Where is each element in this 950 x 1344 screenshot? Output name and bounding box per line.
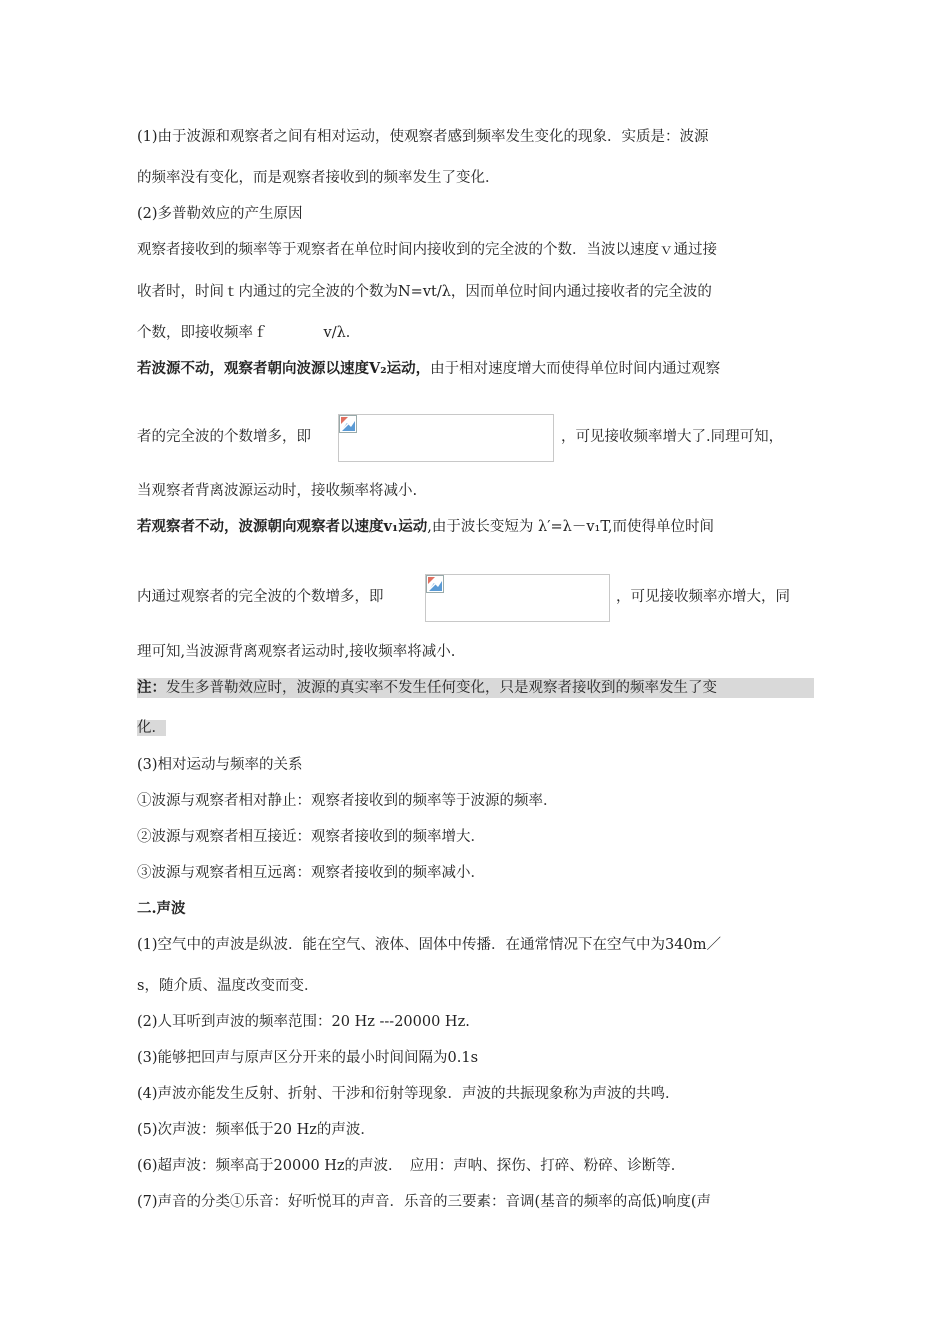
- paragraph-line: ，可见接收频率亦增大，同: [616, 589, 790, 605]
- list-item: ③波源与观察者相互远离：观察者接收到的频率减小．: [137, 865, 485, 881]
- paragraph-line: ，可见接收频率增大了.同理可知，: [561, 429, 784, 445]
- paragraph-line: 内通过观察者的完全波的个数增多，即: [137, 589, 384, 605]
- paragraph-line: 理可知,当波源背离观察者运动时,接收频率将减小.: [137, 644, 456, 660]
- note-line: [137, 678, 814, 698]
- list-item: (4)声波亦能发生反射、折射、干涉和衍射等现象．声波的共振现象称为声波的共鸣．: [137, 1086, 680, 1102]
- text-fragment: 发生多普勒效应时，波源的真实率不发生任何变化，只是观察者接收到的频率发生了变: [166, 680, 717, 696]
- paragraph-line: [137, 323, 360, 343]
- paragraph-line: s，随介质、温度改变而变．: [137, 978, 319, 994]
- text-fragment: v/λ．: [323, 325, 361, 341]
- paragraph-line: 观察者接收到的频率等于观察者在单位时间内接收到的完全波的个数．当波以速度ｖ通过接: [137, 242, 717, 258]
- paragraph-line: [137, 517, 714, 537]
- bold-text: 若观察者不动，波源朝向观察者以速度v₁运动: [137, 518, 428, 535]
- note-line: [137, 718, 166, 738]
- paragraph-line: 的频率没有变化，而是观察者接收到的频率发生了变化．: [137, 170, 500, 186]
- list-item: ②波源与观察者相互接近：观察者接收到的频率增大．: [137, 829, 485, 845]
- paragraph-line: (1)空气中的声波是纵波．能在空气、液体、固体中传播．在通常情况下在空气中为340m／: [137, 937, 721, 953]
- bold-text: 若波源不动，观察者朝向波源以速度V₂运动，: [137, 360, 431, 377]
- list-item: (7)声音的分类①乐音：好听悦耳的声音．乐音的三要素：音调(基音的频率的高低)响度(声: [137, 1194, 712, 1210]
- list-item: (3)能够把回声与原声区分开来的最小时间间隔为0.1s: [137, 1050, 479, 1066]
- text-fragment: ,由于波长变短为 λ′=λ－v₁T,而使得单位时间: [427, 519, 714, 535]
- text-fragment: 化．: [137, 720, 166, 736]
- paragraph-line: [137, 359, 720, 379]
- section-subheading: (2)多普勒效应的产生原因: [137, 206, 303, 222]
- list-item: ①波源与观察者相对静止：观察者接收到的频率等于波源的频率．: [137, 793, 558, 809]
- paragraph-line: 收者时，时间ｔ内通过的完全波的个数为N=vt/λ，因而单位时间内通过接收者的完全波的: [137, 284, 712, 300]
- section-subheading: (3)相对运动与频率的关系: [137, 757, 303, 773]
- section-heading: 二.声波: [137, 900, 186, 917]
- list-item: (6)超声波：频率高于20000 Hz的声波． 应用：声呐、探伤、打碎、粉碎、诊断等．: [137, 1158, 686, 1174]
- note-label: 注：: [137, 679, 166, 696]
- broken-image-icon: [339, 415, 357, 433]
- list-item: (5)次声波：频率低于20 Hz的声波．: [137, 1122, 375, 1138]
- paragraph-line: 当观察者背离波源运动时，接收频率将减小.: [137, 483, 418, 499]
- paragraph-line: 者的完全波的个数增多，即: [137, 429, 311, 445]
- formula-image: [425, 574, 610, 622]
- broken-image-icon: [426, 575, 444, 593]
- formula-image: [338, 414, 554, 462]
- list-item: (2)人耳听到声波的频率范围：20 Hz ---20000 Hz.: [137, 1014, 470, 1030]
- paragraph-line: (1)由于波源和观察者之间有相对运动，使观察者感到频率发生变化的现象．实质是：波源: [137, 129, 709, 145]
- text-fragment: 个数，即接收频率ｆ: [137, 325, 268, 341]
- text-fragment: 由于相对速度增大而使得单位时间内通过观察: [430, 361, 721, 377]
